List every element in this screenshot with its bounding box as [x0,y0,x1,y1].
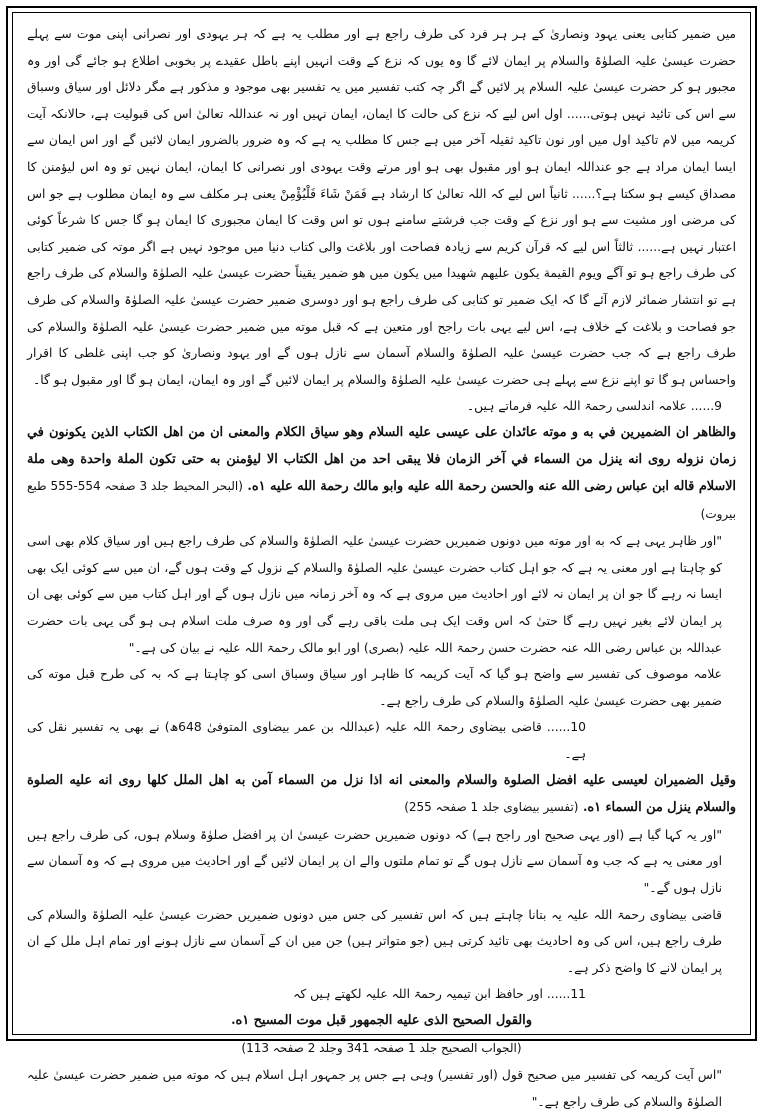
page-frame [6,6,757,1109]
translation-baidawi: "اور یہ کہا گیا ہے (اور یہی صحیح اور راجح ہے) کہ دونوں ضمیریں حضرت عیسیٰ ان پر افضل صلوٰۃ وسلام ہوں، کی طرف راجع ہیں اور معنی یہ ہے کہ جب وہ آسمان سے نازل ہوں گے تو تمام ملتوں والے ان پر ایمان لائیں گے اور احادیث میں مروی ہے کہ وہ آسمان سے نازل ہوں گے۔" [27,827,722,895]
point-10-heading: 10...... قاضی بیضاوی رحمۃ اللہ علیہ (عبداللہ بن عمر بیضاوی المتوفیٰ 648ھ) نے بھی یہ تفسیر نقل کی ہے۔ [27,720,586,762]
paragraph-allama-explanation: علامہ موصوف کی تفسیر سے واضح ہو گیا کہ آیت کریمہ کا ظاہر اور سیاق وسباق اسی کو چاہتا ہے کہ بہ کی طرح قبل موته کی ضمیر بھی حضرت عیسیٰ علیہ الصلوٰۃ والسلام کی طرف راجع ہے۔ [27,667,722,708]
citation-baidawi: (تفسیر بیضاوی جلد 1 صفحہ 255) [404,800,579,815]
citation-bahr-muhit: (البحر المحیط جلد 3 صفحہ 554-555 طبع بیروت) [27,479,736,521]
document-body [27,21,736,1109]
point-9-heading: 9...... علامہ اندلسی رحمۃ اللہ علیہ فرماتے ہیں۔ [466,399,722,414]
translation-ibn-taymiyya: "اس آیت کریمہ کی تفسیر میں صحیح قول (اور تفسیر) وہی ہے جس پر جمہور اہل اسلام ہیں کہ موته میں ضمیر حضرت عیسیٰ علیہ الصلوٰۃ والسلام کی طرف راجع ہے۔" [27,1068,722,1109]
arabic-quote-bahr-muhit [27,420,736,528]
arabic-quote-text: وقيل الضميران لعيسى عليه افضل الصلوة والسلام والمعنى انه اذا نزل من السماء آمن به اهل الملل كلها روى انه عليه الصلوة والسلام ينزل من السماء ١ه. [27,772,736,816]
point-11-heading: 11...... اور حافظ ابن تیمیہ رحمۃ اللہ علیہ لکھتے ہیں کہ [293,987,586,1002]
citation-jawab-sahih: (الجواب الصحیح جلد 1 صفحہ 341 وجلد 2 صفحہ 113) [241,1040,522,1055]
translation-bahr-muhit: "اور ظاہر یہی ہے کہ به اور موته میں دونوں ضمیریں حضرت عیسیٰ علیہ الصلوٰۃ والسلام کی طرف راجع ہیں اور سیاق کلام بھی اسی کو چاہتا ہے اور معنی یہ ہے کہ جو اہل کتاب حضرت عیسیٰ علیہ الصلوٰۃ والسلام کے نزول کے وقت ہوں گے، ان میں سے کوئی ایک بھی ایسا نہ رہے گا جو ان پر ایمان نہ لائے اور احادیث میں مروی ہے کہ وہ آخر زمانہ میں نازل ہوں گے اور اہل کتاب میں سے کوئی بھی ان پر ایمان لائے بغیر نہیں رہے گا حتیٰ کہ اس وقت ایک ہی ملت باقی رہے گی اور وہ صرف ملت اسلام ہی ہو گی یہی بات حضرت عبداللہ بن عباس رضی اللہ عنہ حضرت حسن رحمۃ اللہ علیہ (بصری) اور ابو مالک رحمۃ اللہ علیہ نے بیان کی ہے۔" [27,534,722,655]
inner-border [12,12,751,1109]
paragraph-tafsir-discussion: میں ضمیر کتابی یعنی یہود ونصاریٰ کے ہر ہر فرد کی طرف راجع ہے اور مطلب یہ ہے کہ ہر یہودی اور نصرانی اپنی موت سے پہلے حضرت عیسیٰ علیہ الصلوٰۃ والسلام پر ایمان لائے گا وہ یوں کہ نزع کے وقت انہیں اپنے باطل عقیدے پر بخوبی اطلاع ہو جائے گی اور وہ مجبور ہو کر حضرت عیسیٰ علیہ السلام پر لائیں گے اگر چہ کتب تفسیر میں یہ تفسیر بھی موجود و مذکور ہے مگر دلائل اور سیاق وسباق سے اس کی تائید نہیں ہوتی...... اول اس لیے کہ نزع کی حالت کا ایمان، ایمان نہیں اور نہ عنداللہ تعالیٰ اس کی قبولیت ہے، حالانکہ آیت کریمہ میں لام تاکید اول میں اور نون تاکید ثقیلہ آخر میں ہے جس کا مطلب یہ ہے کہ وہ ضرور بالضرور ایمان لائیں گے اور اس ایمان سے ایسا ایمان مراد ہے جو عنداللہ ایمان ہو اور مقبول بھی ہو اور مرتے وقت یہودی اور نصرانی کا ایمان، ایمان نہیں تو وہ اس لیؤمنن کا مصداق کیسے ہو سکتا ہے؟...... ثانیاً اس لیے کہ اللہ تعالیٰ کا ارشاد ہے فَمَنْ شَاءَ فَلْيُؤْمِنْ یعنی ہر مکلف سے وہ ایمان مطلوب ہے جو اس کی مرضی اور مشیت سے ہو اور نزع کے وقت جب فرشتے سامنے ہوں تو اس وقت کا ایمان مجبوری کا ایمان ہو گا جس کا شرعاً کوئی اعتبار نہیں ہے...... ثالثاً اس لیے کہ قرآن کریم سے زیادہ فصاحت اور بلاغت والی کتاب دنیا میں موجود نہیں ہے اگر موتہ کی ضمیر کتابی کی طرف راجع ہو تو آگے ويوم القيمة يكون عليهم شهيدا میں یکون میں ھو ضمیر یقیناً حضرت عیسیٰ علیہ الصلوٰۃ والسلام کی طرف راجع ہے تو انتشار ضمائر لازم آئے گا کہ ایک ضمیر تو کتابی کی طرف راجع ہو اور دوسری ضمیر حضرت عیسیٰ علیہ الصلوٰۃ والسلام کی طرف جو فصاحت و بلاغت کے خلاف ہے، اس لیے یہی بات راجح اور متعین ہے کہ قبل موته میں ضمیر حضرت عیسیٰ علیہ الصلوٰۃ والسلام کی طرف راجع ہے کہ جب حضرت عیسیٰ علیہ الصلوٰۃ والسلام آسمان سے نازل ہوں گے اور یہود ونصاریٰ کو جب اپنی غلطی کا اقرار واحساس ہو گا تو اپنے نزع سے پہلے ہی حضرت عیسیٰ علیہ الصلوٰۃ والسلام پر ایمان لائیں گے اور وہ ایمان، ایمان ہو گا اور مقبول ہو گا۔ [27,27,736,387]
arabic-quote-text: والقول الصحيح الذى عليه الجمهور قبل موت المسيح ١ه. [231,1012,532,1028]
arabic-quote-text: والظاهر ان الضميرين في به و موته عائدان على عيسى عليه السلام وهو سياق الكلام والمعنى ان من اهل الكتاب الذين يكونون في زمان نزوله روى انه ينزل من السماء في آخر الزمان فلا يبقى احد من اهل الكتاب الا ليؤمنن به حتى تكون الملة واحدة وهى ملة الاسلام قاله ابن عباس رضى الله عنه والحسن رحمة الله عليه وابو مالك رحمة الله عليه ١ه. [27,424,736,495]
arabic-quote-ibn-taymiyya [27,1008,736,1062]
arabic-quote-baidawi [27,768,736,822]
paragraph-baidawi-explanation: قاضی بیضاوی رحمۃ اللہ علیہ یہ بتانا چاہتے ہیں کہ اس تفسیر کی جس میں دونوں ضمیریں حضرت عیسیٰ علیہ الصلوٰۃ والسلام کی طرف راجع ہیں، اس کی وہ احادیث بھی تائید کرتی ہیں (جو متواتر ہیں) جن میں ان کے آسمان سے نازل ہونے اور تمام اہل ملل کے ان پر ایمان لانے کا واضح ذکر ہے۔ [27,907,722,975]
